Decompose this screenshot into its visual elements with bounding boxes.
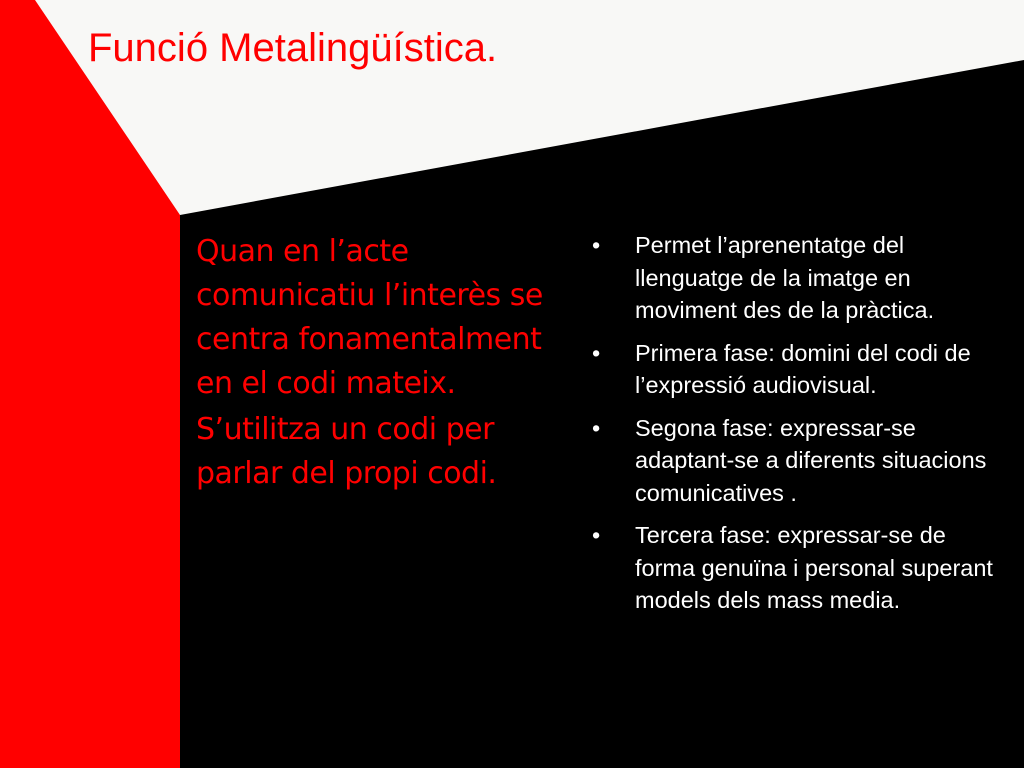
definition-paragraph: S’utilitza un codi per parlar del propi codi. bbox=[196, 412, 497, 491]
definition-paragraph: Quan en l’acte comunicatiu l’interès se centra fonamentalment en el codi mateix. bbox=[196, 234, 543, 401]
list-item bbox=[592, 519, 1012, 617]
list-item bbox=[592, 337, 1012, 402]
bullet-icon: • bbox=[592, 522, 601, 548]
list-item bbox=[592, 229, 1012, 327]
list-item bbox=[592, 412, 1012, 510]
list-item-text: Primera fase: domini del codi de l’expressió audiovisual. bbox=[635, 339, 971, 398]
list-item-text: Tercera fase: expressar-se de forma genuïna i personal superant models dels mass media. bbox=[635, 522, 993, 613]
slide-title: Funció Metalingüística. bbox=[88, 26, 498, 70]
bullet-icon: • bbox=[592, 232, 601, 258]
list-item-text: Permet l’aprenentatge del llenguatge de la imatge en moviment des de la pràctica. bbox=[635, 232, 935, 323]
bullet-icon: • bbox=[592, 414, 601, 441]
bullet-list bbox=[592, 229, 1012, 627]
definition-text bbox=[196, 230, 571, 498]
bullet-icon: • bbox=[592, 339, 601, 366]
list-item-text: Segona fase: expressar-se adaptant-se a diferents situacions comunicatives . bbox=[635, 414, 987, 506]
